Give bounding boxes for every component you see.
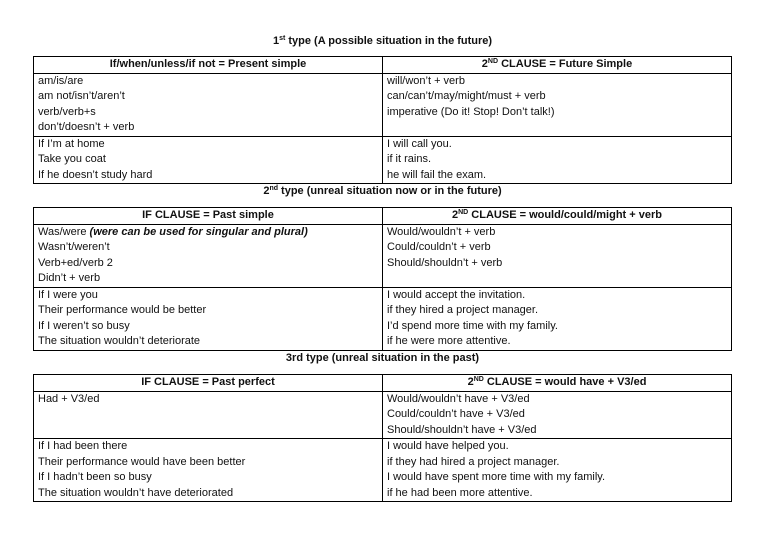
form-line: Should/shouldn’t + verb [387,256,503,269]
example-line: if it rains. [387,153,432,165]
type3-forms-if [34,391,383,439]
type1-heading: 1st type (A possible situation in the future) [272,35,493,47]
type1-table [33,56,732,184]
form-line: Had + V3/ed [38,392,100,405]
example-line: I would have helped you. [387,440,509,452]
type3-examples-if [34,439,383,502]
type3-table [33,374,732,502]
form-line: can/can’t/may/might/must + verb [387,90,546,102]
type3-header-main-clause: 2ND CLAUSE = would have + V3/ed [383,375,732,392]
type2-forms-main [383,224,732,287]
form-line: Could/couldn’t + verb [387,241,491,253]
type1-forms-row [34,73,732,136]
example-line: Take you coat [38,153,106,165]
type3-forms-main [383,391,732,439]
form-line: am not/isn’t/aren’t [38,90,125,102]
example-line: if he had been more attentive. [387,486,533,499]
form-line: Was/were (were can be used for singular and plural) [38,225,308,238]
form-line: Verb+ed/verb 2 [38,256,113,269]
example-line: If I hadn’t been so busy [38,471,152,483]
example-line: The situation wouldn’t have deteriorated [38,486,234,499]
example-line: If he doesn’t study hard [38,168,153,181]
type1-examples-row [34,136,732,184]
form-line: Would/wouldn’t have + V3/ed [387,392,530,405]
example-line: If I’m at home [38,137,105,150]
example-line: Their performance would have been better [38,455,246,468]
type3-forms-row [34,391,732,439]
type3-examples-main [383,439,732,502]
example-line: if they had hired a project manager. [387,455,560,468]
type3-heading: 3rd type (unreal situation in the past) [285,352,480,364]
type2-table [33,207,732,351]
form-line: Should/shouldn’t have + V3/ed [387,423,537,436]
type1-forms-main [383,73,732,136]
type2-examples-row [34,287,732,350]
example-line: If I were you [38,288,98,301]
type2-examples-main [383,287,732,350]
form-line: Would/wouldn’t + verb [387,225,496,238]
example-line: he will fail the exam. [387,168,487,181]
example-line: Their performance would be better [38,304,207,316]
type2-examples-if [34,287,383,350]
example-line: I would accept the invitation. [387,288,526,301]
type2-forms-if [34,224,383,287]
example-line: I would have spent more time with my family. [387,471,606,483]
type1-forms-if [34,73,383,136]
form-line: imperative (Do it! Stop! Don’t talk!) [387,105,555,118]
form-line: am/is/are [38,74,84,87]
type3-examples-row [34,439,732,502]
type1-examples-main [383,136,732,184]
example-line: The situation wouldn’t deteriorate [38,335,201,347]
type3-header-if-clause: IF CLAUSE = Past perfect [34,375,383,392]
example-line: if he were more attentive. [387,335,511,347]
type1-header-main-clause: 2ND CLAUSE = Future Simple [383,57,732,74]
form-line: verb/verb+s [38,105,96,118]
example-line: I will call you. [387,137,452,150]
type1-examples-if [34,136,383,184]
example-line: If I had been there [38,440,128,452]
form-line: Didn’t + verb [38,272,101,284]
type2-header-if-clause: IF CLAUSE = Past simple [34,208,383,225]
form-line: Wasn’t/weren’t [38,241,110,253]
example-line: if they hired a project manager. [387,304,539,316]
type2-forms-row [34,224,732,287]
form-line: Could/couldn’t have + V3/ed [387,408,525,420]
example-line: I’d spend more time with my family. [387,319,558,332]
usage-note: (were can be used for singular and plural) [89,225,308,238]
type1-header-if-clause: If/when/unless/if not = Present simple [34,57,383,74]
example-line: If I weren’t so busy [38,319,130,332]
type2-header-main-clause: 2ND CLAUSE = would/could/might + verb [383,208,732,225]
type2-heading: 2nd type (unreal situation now or in the future) [263,185,502,197]
form-line: will/won’t + verb [387,74,465,87]
form-line: don’t/doesn’t + verb [38,121,135,133]
